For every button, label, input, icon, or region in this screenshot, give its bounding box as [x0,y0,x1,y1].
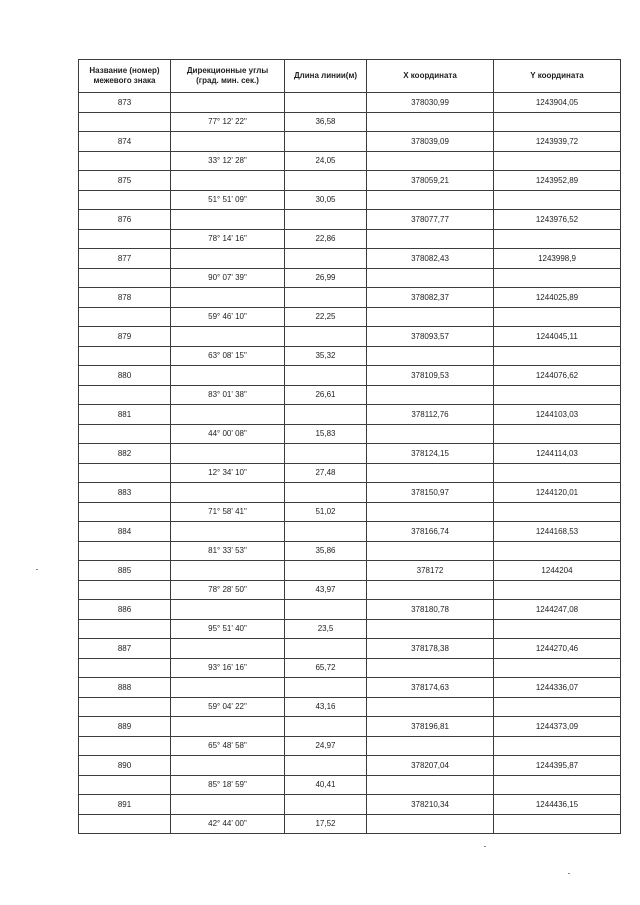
cell-x-coordinate [367,619,494,639]
point-row [79,639,621,659]
cell-y-coordinate: 1244168,53 [494,522,621,542]
cell-point-name [79,502,171,522]
point-row [79,756,621,776]
cell-x-coordinate: 378093,57 [367,327,494,347]
cell-x-coordinate: 378150,97 [367,483,494,503]
cell-y-coordinate [494,541,621,561]
header-y-label: Y координата [530,71,584,80]
cell-direction-angle [171,483,285,503]
cell-point-name: 889 [79,717,171,737]
cell-x-coordinate [367,580,494,600]
cell-y-coordinate [494,229,621,249]
cell-direction-angle: 59° 04' 22" [171,697,285,717]
cell-line-length [285,795,367,815]
cell-x-coordinate [367,190,494,210]
cell-direction-angle [171,717,285,737]
cell-x-coordinate: 378030,99 [367,93,494,113]
cell-y-coordinate [494,151,621,171]
cell-y-coordinate [494,619,621,639]
point-row [79,327,621,347]
cell-direction-angle [171,795,285,815]
cell-y-coordinate: 1244270,46 [494,639,621,659]
cell-line-length: 17,52 [285,814,367,834]
cell-y-coordinate: 1243939,72 [494,132,621,152]
cell-x-coordinate [367,814,494,834]
cell-y-coordinate: 1244247,08 [494,600,621,620]
cell-point-name [79,385,171,405]
segment-row [79,580,621,600]
cell-line-length [285,483,367,503]
cell-x-coordinate: 378109,53 [367,366,494,386]
cell-y-coordinate: 1244076,62 [494,366,621,386]
segment-row [79,151,621,171]
cell-x-coordinate [367,151,494,171]
cell-y-coordinate [494,112,621,132]
cell-point-name [79,112,171,132]
cell-point-name: 891 [79,795,171,815]
cell-direction-angle: 42° 44' 00" [171,814,285,834]
cell-point-name [79,814,171,834]
cell-line-length: 30,05 [285,190,367,210]
cell-direction-angle: 78° 28' 50" [171,580,285,600]
cell-point-name [79,619,171,639]
cell-x-coordinate [367,502,494,522]
cell-line-length: 24,05 [285,151,367,171]
cell-line-length [285,366,367,386]
cell-x-coordinate [367,385,494,405]
cell-point-name: 884 [79,522,171,542]
cell-line-length [285,132,367,152]
cell-direction-angle [171,756,285,776]
cell-point-name [79,658,171,678]
segment-row [79,346,621,366]
scan-speck [568,873,570,874]
cell-point-name [79,151,171,171]
cell-line-length: 22,86 [285,229,367,249]
cell-y-coordinate [494,346,621,366]
cell-x-coordinate: 378039,09 [367,132,494,152]
point-row [79,249,621,269]
cell-line-length [285,249,367,269]
cell-direction-angle: 90° 07' 39" [171,268,285,288]
cell-point-name: 886 [79,600,171,620]
cell-point-name [79,736,171,756]
cell-x-coordinate: 378166,74 [367,522,494,542]
cell-direction-angle: 12° 34' 10" [171,463,285,483]
header-length [285,60,367,93]
cell-direction-angle [171,249,285,269]
cell-line-length [285,327,367,347]
cell-direction-angle [171,678,285,698]
cell-direction-angle: 81° 33' 53" [171,541,285,561]
cell-direction-angle [171,405,285,425]
cell-line-length: 51,02 [285,502,367,522]
cell-line-length: 24,97 [285,736,367,756]
segment-row [79,502,621,522]
segment-row [79,736,621,756]
point-row [79,210,621,230]
segment-row [79,775,621,795]
cell-line-length: 26,61 [285,385,367,405]
cell-direction-angle: 63° 08' 15" [171,346,285,366]
cell-point-name: 877 [79,249,171,269]
scan-speck [484,846,486,847]
cell-x-coordinate: 378124,15 [367,444,494,464]
cell-line-length: 35,32 [285,346,367,366]
cell-line-length: 35,86 [285,541,367,561]
cell-direction-angle: 85° 18' 59" [171,775,285,795]
cell-direction-angle: 51° 51' 09" [171,190,285,210]
cell-y-coordinate: 1244120,01 [494,483,621,503]
cell-y-coordinate: 1244436,15 [494,795,621,815]
cell-x-coordinate [367,736,494,756]
cell-x-coordinate [367,541,494,561]
cell-point-name: 880 [79,366,171,386]
cell-point-name [79,580,171,600]
cell-y-coordinate: 1244025,89 [494,288,621,308]
cell-direction-angle: 77° 12' 22" [171,112,285,132]
header-length-label: Длина линии(м) [293,71,358,80]
cell-x-coordinate [367,229,494,249]
cell-x-coordinate [367,424,494,444]
point-row [79,132,621,152]
cell-line-length: 40,41 [285,775,367,795]
cell-y-coordinate: 1243976,52 [494,210,621,230]
cell-point-name [79,697,171,717]
cell-x-coordinate: 378207,04 [367,756,494,776]
cell-y-coordinate [494,268,621,288]
cell-direction-angle [171,600,285,620]
cell-y-coordinate [494,658,621,678]
cell-point-name: 881 [79,405,171,425]
cell-x-coordinate [367,112,494,132]
point-row [79,483,621,503]
scan-speck [36,569,38,570]
cell-point-name [79,775,171,795]
segment-row [79,307,621,327]
cell-y-coordinate [494,385,621,405]
segment-row [79,190,621,210]
header-name-label: Название (номер) межевого знака [89,66,160,85]
segment-row [79,268,621,288]
cell-x-coordinate [367,307,494,327]
cell-point-name [79,463,171,483]
cell-x-coordinate [367,775,494,795]
cell-line-length: 43,16 [285,697,367,717]
cell-y-coordinate: 1243952,89 [494,171,621,191]
cell-x-coordinate: 378178,38 [367,639,494,659]
cell-direction-angle [171,561,285,581]
cell-direction-angle: 95° 51' 40" [171,619,285,639]
point-row [79,288,621,308]
cell-direction-angle [171,522,285,542]
header-x-label: X координата [403,71,457,80]
cell-y-coordinate: 1244336,07 [494,678,621,698]
point-row [79,444,621,464]
cell-y-coordinate [494,697,621,717]
point-row [79,600,621,620]
cell-y-coordinate: 1243998,9 [494,249,621,269]
point-row [79,366,621,386]
cell-y-coordinate [494,814,621,834]
cell-x-coordinate [367,463,494,483]
segment-row [79,424,621,444]
point-row [79,405,621,425]
table-header-row [79,60,621,93]
cell-y-coordinate [494,502,621,522]
cell-x-coordinate [367,697,494,717]
cell-point-name: 876 [79,210,171,230]
cell-y-coordinate: 1244373,09 [494,717,621,737]
table-body [79,93,621,834]
cell-y-coordinate [494,424,621,444]
cell-line-length: 26,99 [285,268,367,288]
segment-row [79,814,621,834]
cell-x-coordinate: 378082,43 [367,249,494,269]
cell-line-length [285,678,367,698]
cell-y-coordinate: 1243904,05 [494,93,621,113]
cell-line-length [285,600,367,620]
segment-row [79,541,621,561]
cell-direction-angle [171,132,285,152]
cell-line-length: 43,97 [285,580,367,600]
cell-y-coordinate: 1244114,03 [494,444,621,464]
cell-line-length: 23,5 [285,619,367,639]
cell-direction-angle: 78° 14' 16" [171,229,285,249]
cell-point-name: 874 [79,132,171,152]
point-row [79,717,621,737]
cell-line-length [285,171,367,191]
cell-direction-angle: 59° 46' 10" [171,307,285,327]
cell-y-coordinate [494,736,621,756]
cell-point-name: 879 [79,327,171,347]
point-row [79,171,621,191]
cell-direction-angle [171,93,285,113]
cell-x-coordinate: 378082,37 [367,288,494,308]
cell-x-coordinate: 378112,76 [367,405,494,425]
cell-x-coordinate: 378059,21 [367,171,494,191]
point-row [79,93,621,113]
cell-point-name: 878 [79,288,171,308]
cell-line-length [285,639,367,659]
cell-line-length: 22,25 [285,307,367,327]
boundary-coordinates-table [78,59,621,834]
point-row [79,522,621,542]
cell-point-name: 883 [79,483,171,503]
cell-y-coordinate: 1244204 [494,561,621,581]
cell-line-length [285,210,367,230]
cell-direction-angle: 65° 48' 58" [171,736,285,756]
segment-row [79,229,621,249]
cell-direction-angle [171,444,285,464]
cell-line-length [285,561,367,581]
cell-x-coordinate: 378077,77 [367,210,494,230]
cell-direction-angle: 44° 00' 08" [171,424,285,444]
segment-row [79,619,621,639]
cell-direction-angle: 93° 16' 16" [171,658,285,678]
cell-line-length [285,288,367,308]
cell-y-coordinate: 1244045,11 [494,327,621,347]
cell-point-name: 890 [79,756,171,776]
cell-line-length [285,717,367,737]
cell-direction-angle [171,366,285,386]
cell-x-coordinate: 378174,63 [367,678,494,698]
cell-x-coordinate [367,268,494,288]
cell-direction-angle [171,288,285,308]
cell-y-coordinate: 1244103,03 [494,405,621,425]
cell-point-name: 887 [79,639,171,659]
cell-line-length [285,756,367,776]
segment-row [79,112,621,132]
cell-direction-angle: 83° 01' 38" [171,385,285,405]
cell-direction-angle: 71° 58' 41" [171,502,285,522]
header-y [494,60,621,93]
cell-direction-angle [171,210,285,230]
cell-x-coordinate [367,658,494,678]
header-name [79,60,171,93]
cell-y-coordinate: 1244395,87 [494,756,621,776]
cell-point-name [79,541,171,561]
cell-line-length: 36,58 [285,112,367,132]
cell-point-name [79,424,171,444]
point-row [79,561,621,581]
cell-line-length [285,522,367,542]
cell-point-name [79,268,171,288]
cell-y-coordinate [494,775,621,795]
header-direction-label: Дирекционные углы (град. мин. сек.) [186,66,269,85]
header-x [367,60,494,93]
cell-y-coordinate [494,463,621,483]
cell-line-length: 27,48 [285,463,367,483]
cell-line-length [285,405,367,425]
header-direction [171,60,285,93]
cell-x-coordinate: 378210,34 [367,795,494,815]
cell-y-coordinate [494,307,621,327]
cell-line-length: 65,72 [285,658,367,678]
cell-point-name [79,229,171,249]
cell-direction-angle: 33° 12' 28" [171,151,285,171]
cell-direction-angle [171,639,285,659]
cell-point-name: 873 [79,93,171,113]
cell-point-name: 875 [79,171,171,191]
segment-row [79,697,621,717]
cell-point-name [79,190,171,210]
cell-direction-angle [171,327,285,347]
cell-y-coordinate [494,190,621,210]
cell-point-name [79,346,171,366]
point-row [79,795,621,815]
cell-x-coordinate: 378172 [367,561,494,581]
cell-line-length [285,444,367,464]
cell-line-length [285,93,367,113]
segment-row [79,463,621,483]
segment-row [79,385,621,405]
cell-point-name: 885 [79,561,171,581]
cell-x-coordinate: 378196,81 [367,717,494,737]
cell-y-coordinate [494,580,621,600]
point-row [79,678,621,698]
cell-point-name: 882 [79,444,171,464]
cell-x-coordinate [367,346,494,366]
cell-line-length: 15,83 [285,424,367,444]
cell-point-name [79,307,171,327]
cell-point-name: 888 [79,678,171,698]
segment-row [79,658,621,678]
cell-x-coordinate: 378180,78 [367,600,494,620]
cell-direction-angle [171,171,285,191]
